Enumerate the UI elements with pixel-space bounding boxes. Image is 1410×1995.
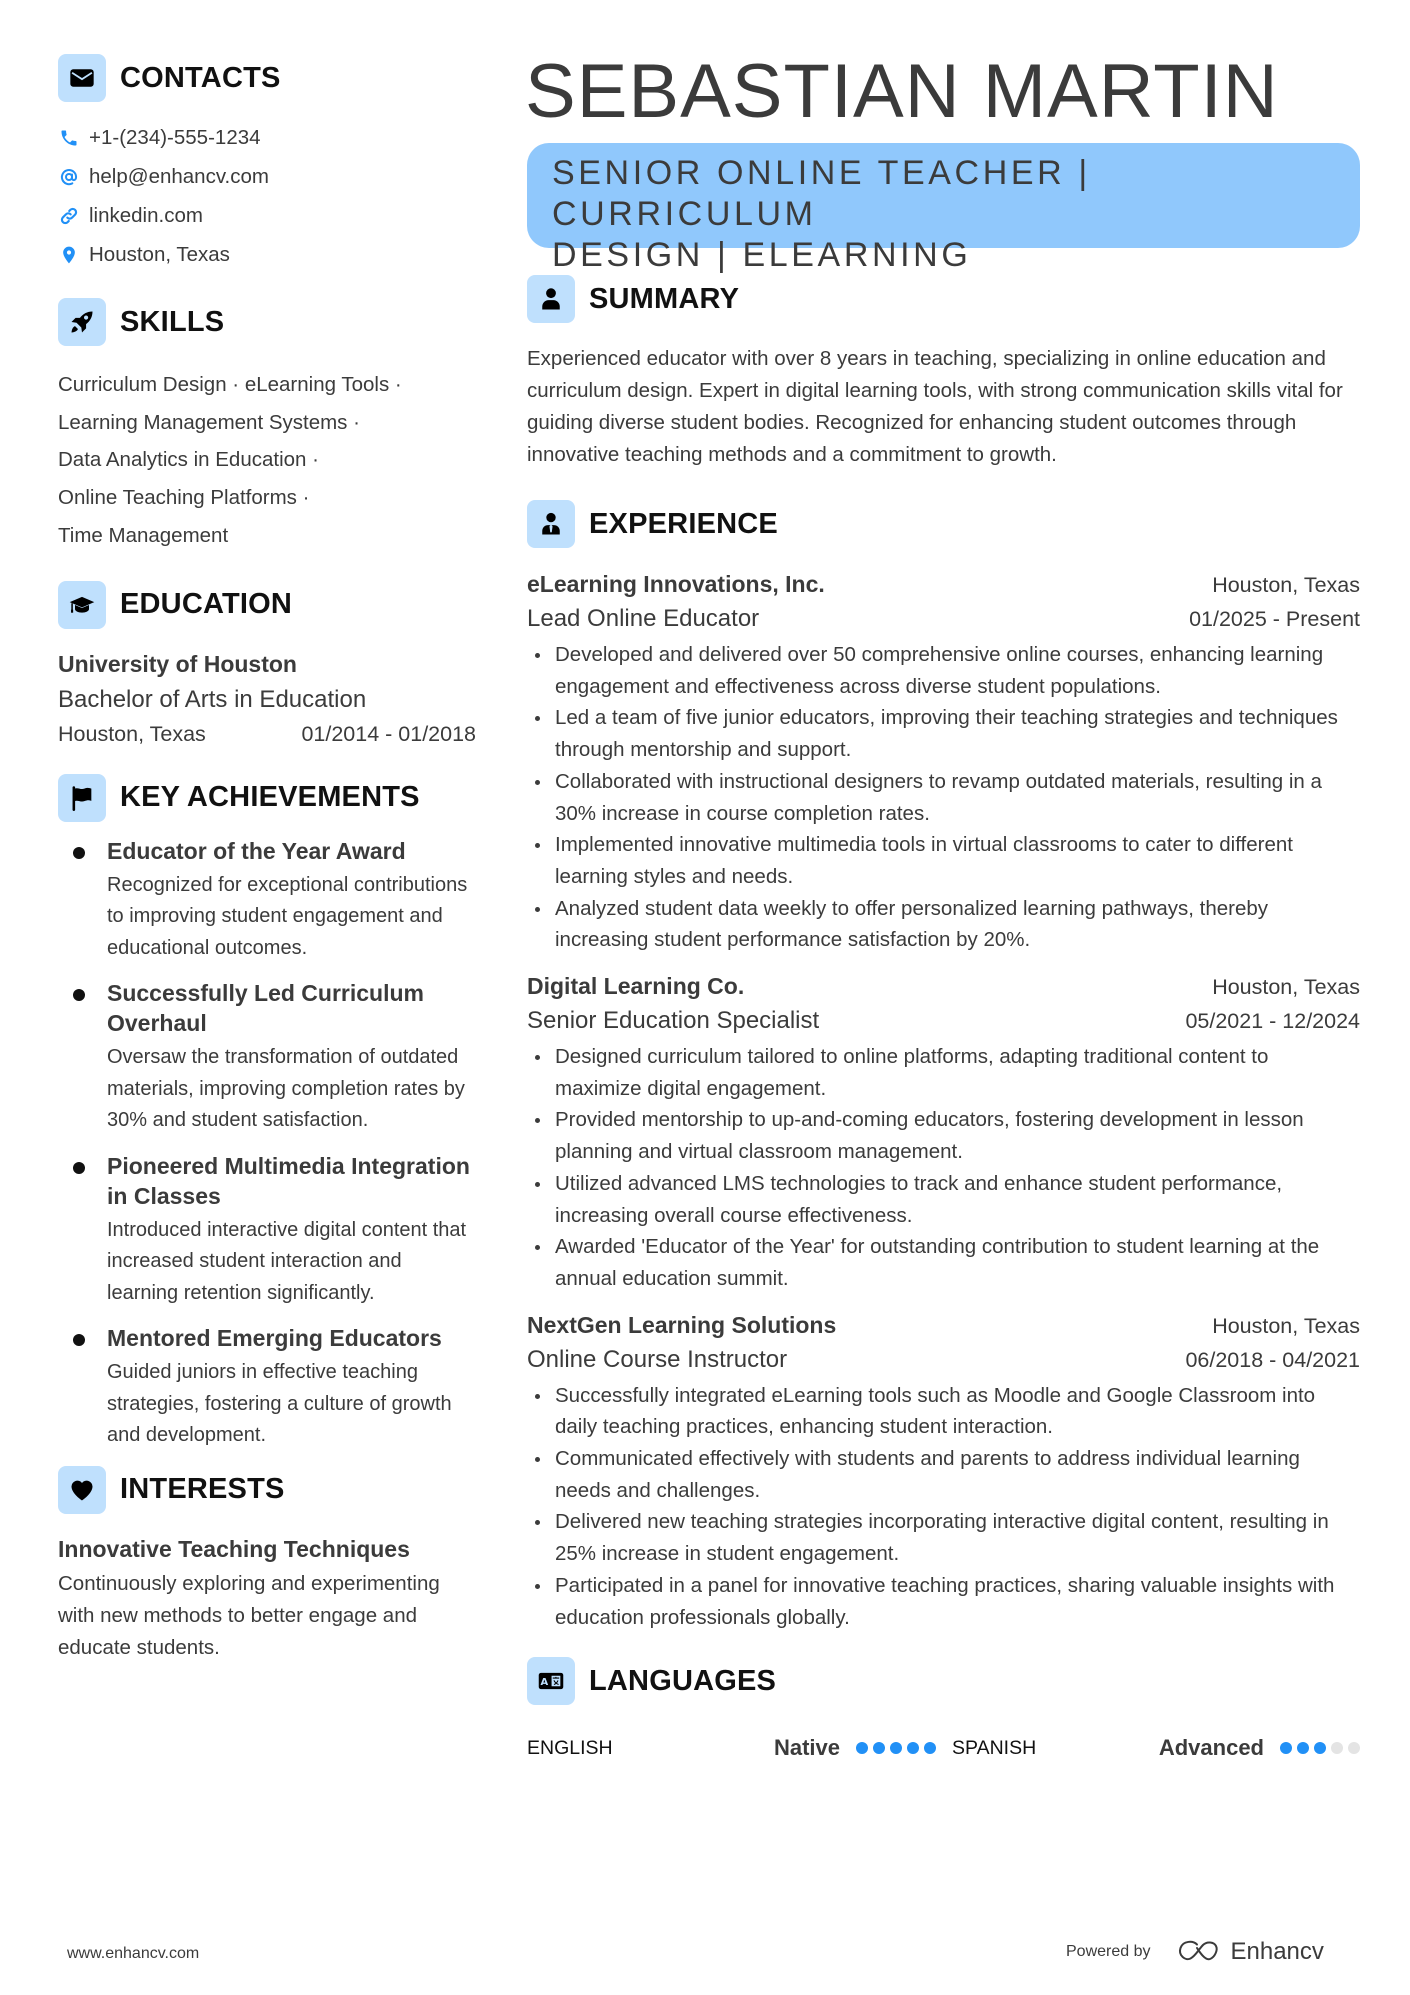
dot-filled-icon xyxy=(1280,1742,1292,1754)
bullet-icon xyxy=(73,847,85,859)
achievement-title: Educator of the Year Award xyxy=(107,837,406,864)
dot-filled-icon xyxy=(890,1742,902,1754)
brand-link[interactable] xyxy=(1177,1938,1324,1966)
skills-section xyxy=(58,298,478,555)
job-bullet: Analyzed student data weekly to offer personalized learning pathways, thereby increasing student performance satisfaction by 20%. xyxy=(527,893,1360,956)
rocket-icon xyxy=(58,298,106,346)
achievement-item xyxy=(58,978,478,1137)
skill-line: Online Teaching Platforms · xyxy=(58,486,310,510)
job-company: Digital Learning Co. xyxy=(527,973,745,1000)
skill-line: Learning Management Systems · xyxy=(58,410,360,434)
bullet-icon xyxy=(73,1162,85,1174)
proficiency-dots xyxy=(856,1742,936,1754)
job-role: Lead Online Educator xyxy=(527,605,760,632)
section-title: LANGUAGES xyxy=(589,1664,777,1697)
job-bullet: Communicated effectively with students and parents to address individual learning needs and challenges. xyxy=(527,1443,1360,1506)
achievement-item xyxy=(58,836,478,965)
job-bullet: Collaborated with instructional designers to revamp outdated materials, resulting in a 30% increase in course completion rates. xyxy=(527,766,1360,829)
achievement-desc: Introduced interactive digital content that increased student interaction and learning retention significantly. xyxy=(107,1218,467,1304)
contact-email[interactable] xyxy=(58,157,478,196)
heart-icon xyxy=(58,1466,106,1514)
language-level: Advanced xyxy=(1158,1735,1264,1761)
summary-text: Experienced educator with over 8 years in teaching, specializing in online education and curriculum design. Expert in digital learning tools, with strong communication skills vital for guiding diverse student bodies. Recognized for enhancing student outcomes through innovative teaching methods and a commitment to growth. xyxy=(527,347,1343,466)
achievement-desc: Oversaw the transformation of outdated materials, improving completion rates by 30% and student satisfaction. xyxy=(107,1046,465,1132)
dot-filled-icon xyxy=(873,1742,885,1754)
dot-filled-icon xyxy=(907,1742,919,1754)
bullet-icon xyxy=(73,1334,85,1346)
job-bullet: Led a team of five junior educators, improving their teaching strategies and techniques through mentorship and support. xyxy=(527,702,1360,765)
location-pin-icon xyxy=(58,244,80,266)
education-dates: 01/2014 - 01/2018 xyxy=(301,721,476,746)
job-bullet: Awarded 'Educator of the Year' for outstanding contribution to student learning at the annual education summit. xyxy=(527,1231,1360,1294)
section-title: EXPERIENCE xyxy=(589,507,778,540)
dot-filled-icon xyxy=(1297,1742,1309,1754)
section-header xyxy=(58,1466,478,1514)
section-header xyxy=(58,581,478,629)
contact-location xyxy=(58,235,478,274)
section-title: SKILLS xyxy=(120,305,225,338)
interest-desc: Continuously exploring and experimenting with new methods to better engage and educate students. xyxy=(58,1571,440,1659)
bullet-icon xyxy=(73,989,85,1001)
achievement-desc: Guided juniors in effective teaching strategies, fostering a culture of growth and development. xyxy=(107,1361,452,1447)
job-bullet: Implemented innovative multimedia tools in virtual classrooms to cater to different learning styles and needs. xyxy=(527,829,1360,892)
language-name: ENGLISH xyxy=(527,1736,613,1759)
section-header xyxy=(527,500,1360,548)
title-line-2: DESIGN | ELEARNING xyxy=(552,236,972,274)
flag-icon xyxy=(58,774,106,822)
enhancv-logo-icon xyxy=(1177,1939,1223,1965)
phone-icon xyxy=(58,127,80,149)
job-location: Houston, Texas xyxy=(1212,975,1360,1000)
language-item xyxy=(527,1735,952,1761)
left-column xyxy=(58,54,478,1664)
job-entry xyxy=(527,568,1360,956)
job-company: NextGen Learning Solutions xyxy=(527,1311,837,1338)
brand-name: Enhancv xyxy=(1230,1938,1324,1965)
job-entry xyxy=(527,970,1360,1295)
achievement-item xyxy=(58,1323,478,1452)
graduation-cap-icon xyxy=(58,581,106,629)
footer-website[interactable]: www.enhancv.com xyxy=(67,1945,200,1962)
job-bullet: Designed curriculum tailored to online platforms, adapting traditional content to maximize digital engagement. xyxy=(527,1041,1360,1104)
job-dates: 01/2025 - Present xyxy=(1189,607,1360,631)
job-entry xyxy=(527,1309,1360,1634)
section-header xyxy=(58,774,478,822)
education-school: University of Houston xyxy=(58,650,297,677)
contact-location-value: Houston, Texas xyxy=(89,242,230,266)
contact-linkedin[interactable] xyxy=(58,196,478,235)
svg-text:A: A xyxy=(540,1677,549,1689)
job-role: Senior Education Specialist xyxy=(527,1007,820,1035)
user-tie-icon xyxy=(527,500,575,548)
candidate-name: SEBASTIAN MARTIN xyxy=(525,49,1279,134)
language-level: Native xyxy=(773,1735,840,1761)
contact-phone-value: +1-(234)-555-1234 xyxy=(89,125,261,149)
summary-section xyxy=(527,275,1360,471)
at-icon xyxy=(58,166,80,188)
section-title: CONTACTS xyxy=(120,61,281,94)
job-dates: 06/2018 - 04/2021 xyxy=(1185,1347,1360,1372)
section-header xyxy=(527,1657,1360,1705)
achievement-title: Successfully Led Curriculum Overhaul xyxy=(107,980,424,1037)
job-company: eLearning Innovations, Inc. xyxy=(527,571,825,597)
skill-line: Curriculum Design · eLearning Tools · xyxy=(58,373,402,396)
languages-section xyxy=(527,1657,1360,1763)
dot-empty-icon xyxy=(1331,1742,1343,1754)
job-location: Houston, Texas xyxy=(1212,1313,1360,1338)
dot-filled-icon xyxy=(1314,1742,1326,1754)
envelope-icon xyxy=(58,54,106,102)
section-header xyxy=(527,275,1360,323)
job-bullet: Participated in a panel for innovative teaching practices, sharing valuable insights with education professionals globally. xyxy=(527,1570,1360,1633)
right-column xyxy=(527,50,1360,1763)
section-title: EDUCATION xyxy=(120,588,293,621)
section-header xyxy=(58,54,478,102)
job-bullet: Developed and delivered over 50 comprehensive online courses, enhancing learning engagement and effectiveness across diverse student populations. xyxy=(527,639,1360,702)
proficiency-dots xyxy=(1280,1742,1360,1754)
footer-branding xyxy=(1066,1938,1324,1966)
link-icon xyxy=(58,205,80,227)
translate-icon xyxy=(527,1657,575,1705)
achievement-item xyxy=(58,1151,478,1310)
dot-empty-icon xyxy=(1348,1742,1360,1754)
contacts-section xyxy=(58,54,478,274)
achievements-section xyxy=(58,774,478,1452)
title-banner xyxy=(527,143,1360,274)
section-header xyxy=(58,298,478,346)
job-bullet: Utilized advanced LMS technologies to track and enhance student performance, increasing overall course effectiveness. xyxy=(527,1168,1360,1231)
job-dates: 05/2021 - 12/2024 xyxy=(1185,1009,1360,1034)
dot-filled-icon xyxy=(856,1742,868,1754)
powered-by-label: Powered by xyxy=(1066,1943,1151,1960)
contact-linkedin-value: linkedin.com xyxy=(89,203,203,227)
interest-title: Innovative Teaching Techniques xyxy=(58,1535,410,1562)
job-bullet: Delivered new teaching strategies incorporating interactive digital content, resulting in 25% increase in student engagement. xyxy=(527,1506,1360,1569)
education-degree: Bachelor of Arts in Education xyxy=(58,685,367,713)
section-title: KEY ACHIEVEMENTS xyxy=(120,781,420,814)
experience-section xyxy=(527,500,1360,1633)
language-item xyxy=(952,1735,1360,1761)
job-location: Houston, Texas xyxy=(1212,573,1360,597)
section-title: INTERESTS xyxy=(120,1473,285,1506)
user-icon xyxy=(527,275,575,323)
contact-email-value: help@enhancv.com xyxy=(89,164,269,188)
title-line-1: SENIOR ONLINE TEACHER | CURRICULUM xyxy=(552,154,1091,233)
section-title: SUMMARY xyxy=(589,282,740,315)
job-bullet: Successfully integrated eLearning tools such as Moodle and Google Classroom into daily teaching practices, enhancing student interaction. xyxy=(527,1380,1360,1443)
skill-line: Time Management xyxy=(58,523,229,547)
contact-phone[interactable] xyxy=(58,118,478,157)
achievement-title: Mentored Emerging Educators xyxy=(107,1325,442,1352)
achievement-title: Pioneered Multimedia Integration in Classes xyxy=(107,1152,470,1209)
interests-section xyxy=(58,1466,478,1664)
job-bullet: Provided mentorship to up-and-coming educators, fostering development in lesson planning and virtual classroom management. xyxy=(527,1104,1360,1167)
skill-line: Data Analytics in Education · xyxy=(58,448,319,472)
education-location: Houston, Texas xyxy=(58,721,206,746)
job-role: Online Course Instructor xyxy=(527,1345,788,1373)
dot-filled-icon xyxy=(924,1742,936,1754)
language-name: SPANISH xyxy=(952,1736,1037,1759)
education-section xyxy=(58,581,478,749)
achievement-desc: Recognized for exceptional contributions to improving student engagement and educational outcomes. xyxy=(107,873,468,959)
